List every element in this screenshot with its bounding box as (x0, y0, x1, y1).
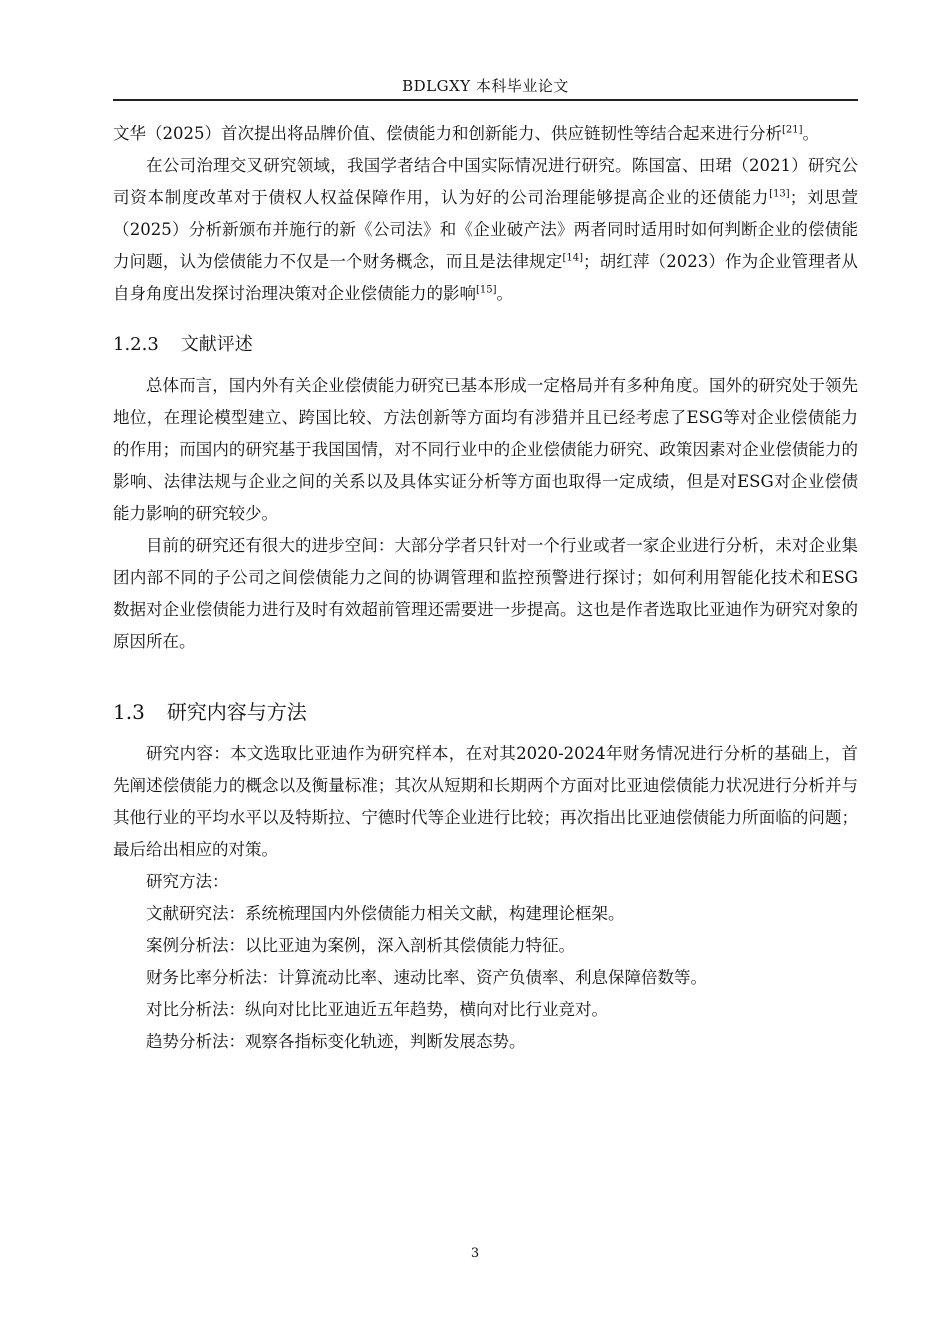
method-item: 文献研究法：系统梳理国内外偿债能力相关文献，构建理论框架。 (146, 904, 625, 923)
citation-13: [13] (769, 188, 790, 200)
heading-title: 文献评述 (180, 334, 253, 355)
heading-title: 研究内容与方法 (166, 700, 307, 724)
method-item: 对比分析法：纵向对比比亚迪近五年趋势，横向对比行业竞对。 (146, 1000, 608, 1019)
page-number: 3 (470, 1246, 480, 1261)
method-item: 案例分析法：以比亚迪为案例，深入剖析其偿债能力特征。 (146, 936, 575, 955)
heading-number: 1.2.3 (113, 334, 159, 355)
header-rule (113, 99, 858, 101)
citation-15: [15] (476, 284, 497, 296)
citation-21: [21] (782, 124, 803, 136)
heading-content-and-methods (113, 698, 858, 726)
method-item: 财务比率分析法：计算流动比率、速动比率、资产负债率、利息保障倍数等。 (146, 968, 707, 987)
heading-literature-review (113, 332, 858, 358)
paragraph-review-1: 总体而言，国内外有关企业偿债能力研究已基本形成一定格局并有多种角度。国外的研究处于领先地位，在理论模型建立、跨国比较、方法创新等方面均有涉猎并且已经考虑了ESG等对企业偿债能力的作用；而国内的研究基于我国国情，对不同行业中的企业偿债能力研究、政策因素对企业偿债能力的影响、法律法规与企业之间的关系以及具体实证分析等方面也取得一定成绩，但是对ESG对企业偿债能力影响的研究较少。 (113, 376, 858, 523)
paragraph-review-2: 目前的研究还有很大的进步空间：大部分学者只针对一个行业或者一家企业进行分析，未对企业集团内部不同的子公司之间偿债能力之间的协调管理和监控预警进行探讨；如何利用智能化技术和ESG数据对企业偿债能力进行及时有效超前管理还需要进一步提高。这也是作者选取比亚迪作为研究对象的原因所在。 (113, 536, 858, 651)
paragraph-intro-continuation: 文华（2025）首次提出将品牌价值、偿债能力和创新能力、供应链韧性等结合起来进行分析[21]。 (113, 124, 820, 143)
running-header: BDLGXY 本科毕业论文 (402, 77, 569, 95)
heading-number: 1.3 (113, 700, 145, 724)
citation-14: [14] (562, 252, 583, 264)
method-item: 趋势分析法：观察各指标变化轨迹，判断发展态势。 (146, 1032, 526, 1051)
paragraph-methods-label: 研究方法： (146, 872, 229, 891)
paragraph-governance: 在公司治理交叉研究领域，我国学者结合中国实际情况进行研究。陈国富、田珺（2021）研究公司资本制度改革对于债权人权益保障作用，认为好的公司治理能够提高企业的还债能力[13]；刘思萱（2025）分析新颁布并施行的新《公司法》和《企业破产法》两者同时适用时如何判断企业的偿债能力问题，认为偿债能力不仅是一个财务概念，而且是法律规定[14]；胡红萍（2023）作为企业管理者从自身角度出发探讨治理决策对企业偿债能力的影响[15]。 (113, 156, 859, 303)
page-body (113, 118, 858, 1058)
paragraph-research-content: 研究内容：本文选取比亚迪作为研究样本，在对其2020-2024年财务情况进行分析的基础上，首先阐述偿债能力的概念以及衡量标准；其次从短期和长期两个方面对比亚迪偿债能力状况进行分析并与其他行业的平均水平以及特斯拉、宁德时代等企业进行比较；再次指出比亚迪偿债能力所面临的问题；最后给出相应的对策。 (113, 744, 858, 859)
